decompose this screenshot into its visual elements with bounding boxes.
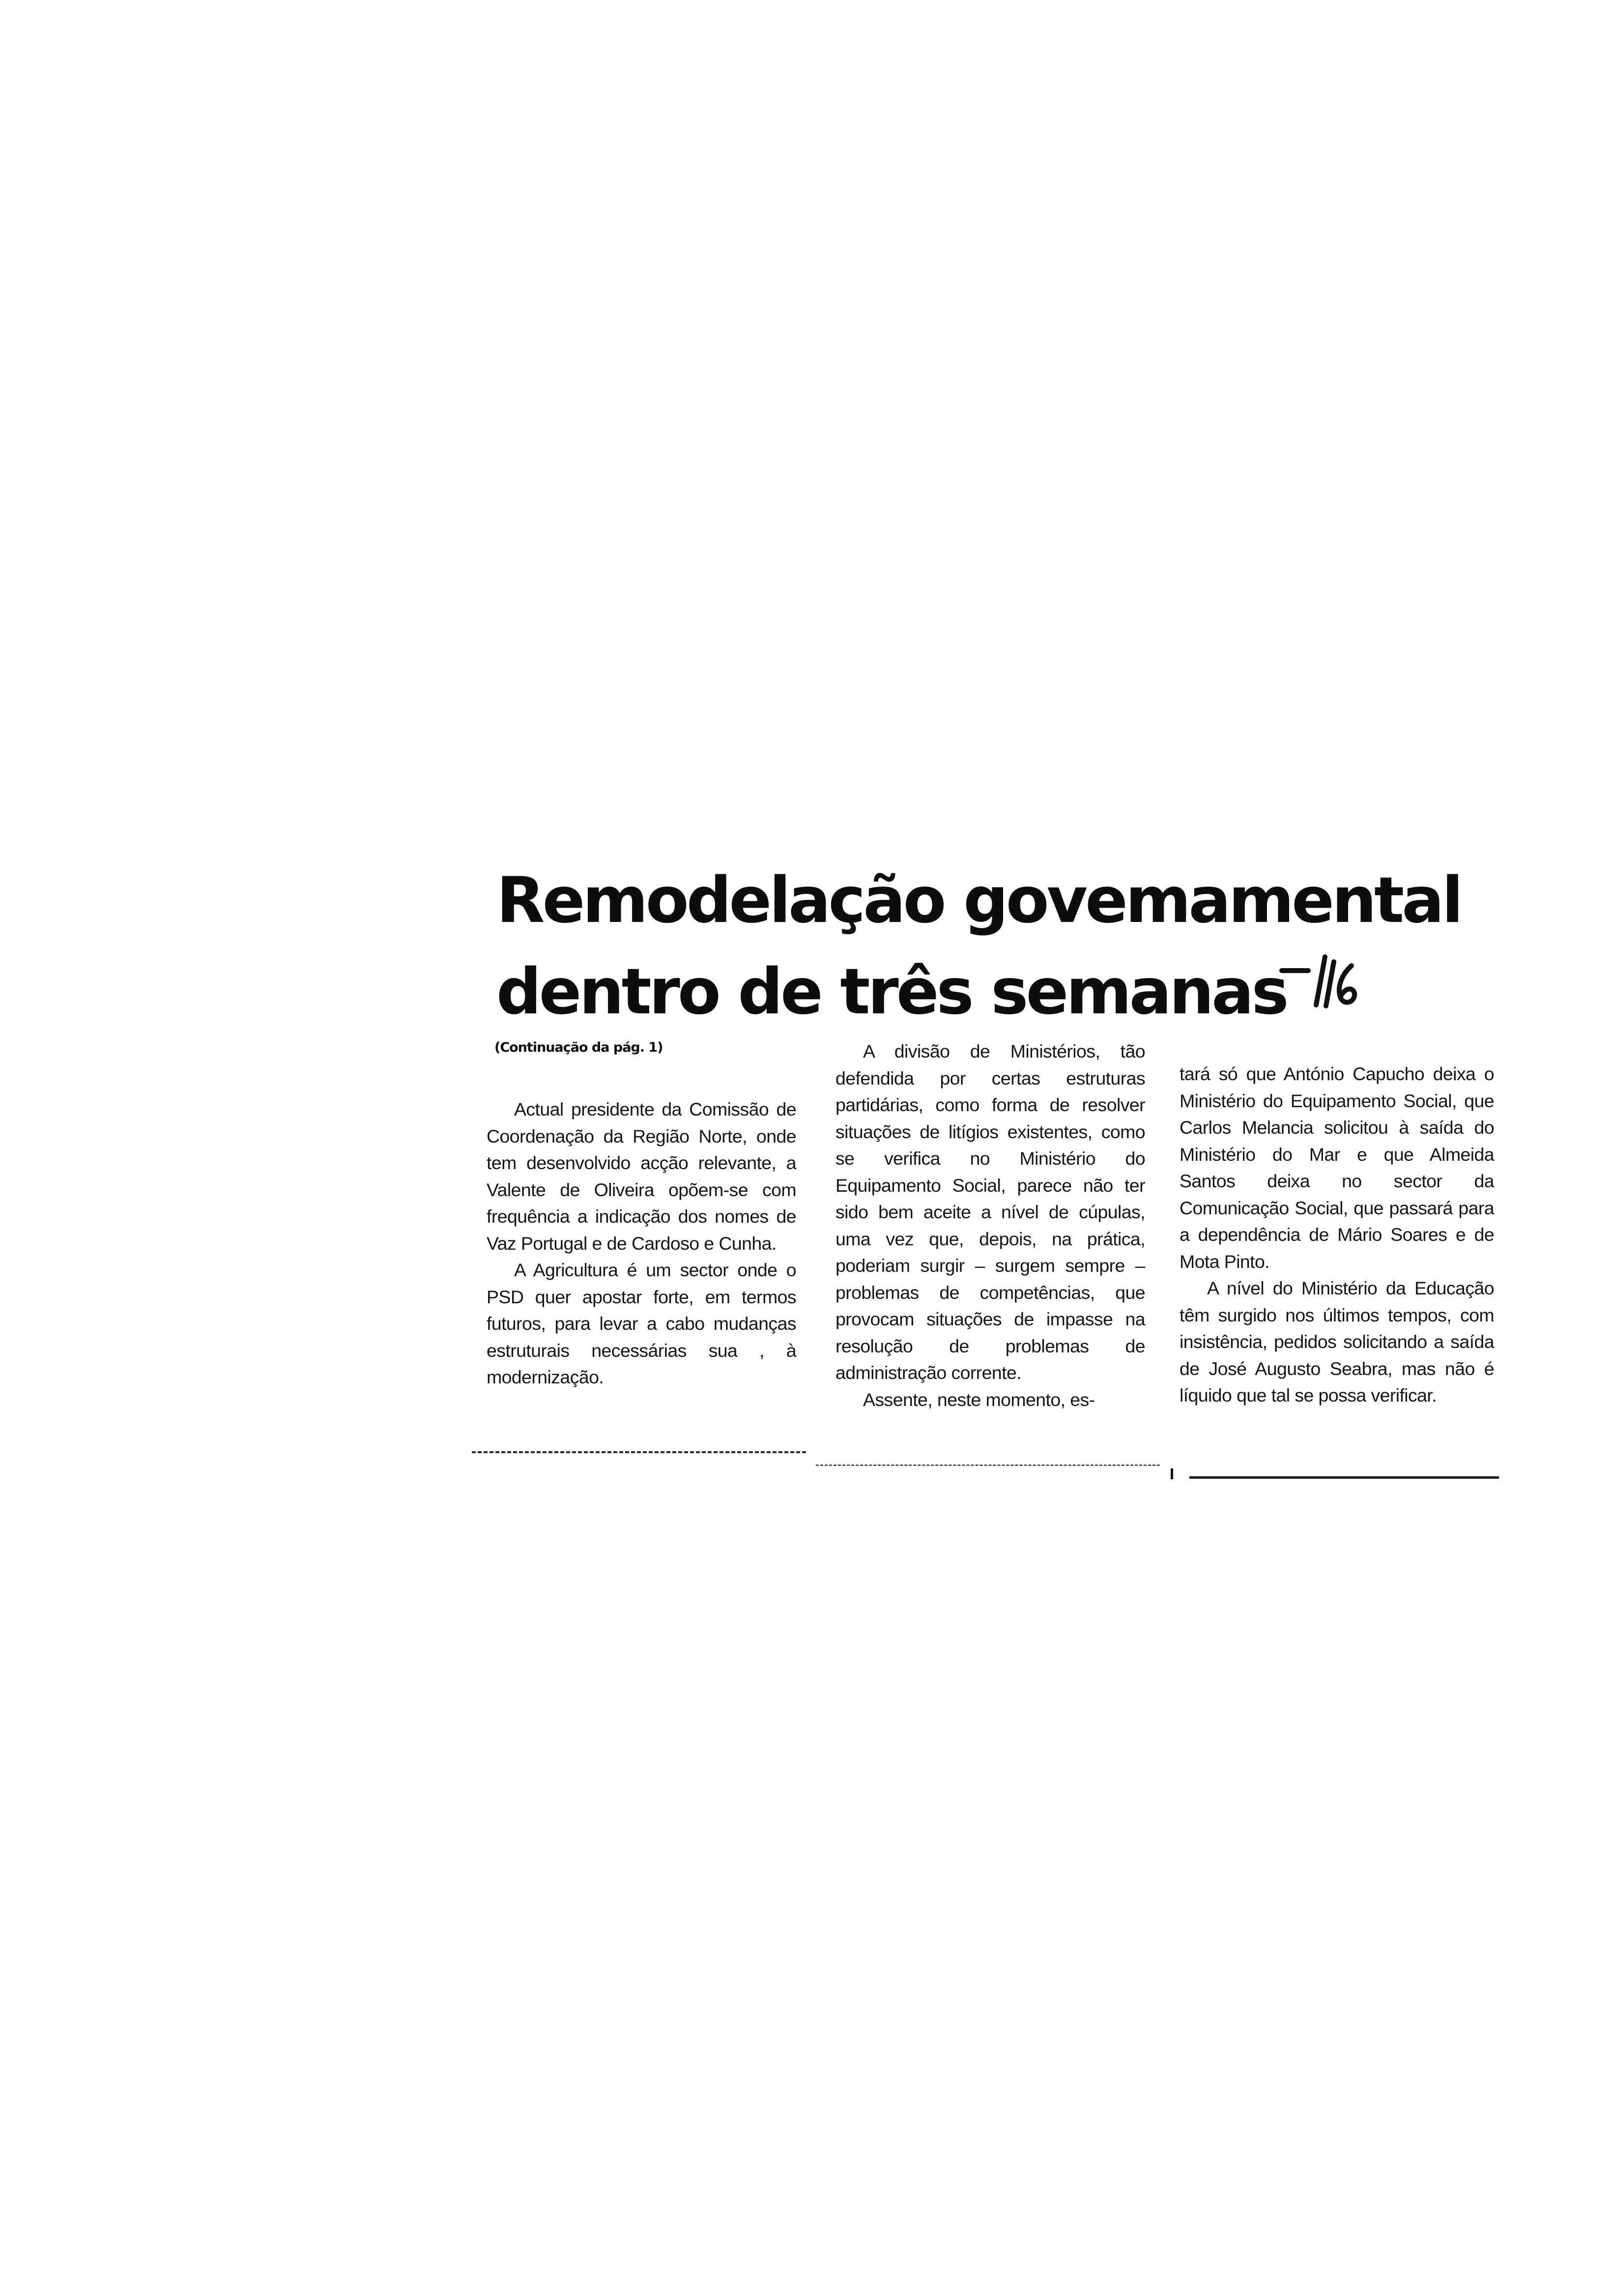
article-column-2	[835, 1038, 1145, 1413]
paragraph: A Agricultura é um sector onde o PSD quer apostar forte, em termos futuros, para levar a cabo mudanças estruturais necessárias sua , à modernização.	[487, 1260, 796, 1387]
headline-line-1: Remodelação govemamental	[496, 864, 1461, 937]
headline-line-2: dentro de três semanas	[496, 955, 1287, 1029]
continuation-note: (Continuação da pág. 1)	[494, 1040, 663, 1055]
handwritten-annotation	[1278, 951, 1361, 1010]
newspaper-clipping	[472, 826, 1533, 1494]
headline	[496, 855, 1461, 1038]
article-column-1	[487, 1096, 796, 1391]
paragraph: A divisão de Ministérios, tão defendida por certas estruturas partidárias, como forma de resolver situações de litígios existentes, como se verifica no Ministério do Equipamento Social, parece não ter sido bem aceite a nível de cúpulas, uma vez que, depois, na prática, poderiam surgir – surgem sempre – problemas de competências, que provocam situações de impasse na resolução de problemas de administração corrente.	[835, 1041, 1145, 1383]
article-column-3	[1180, 1061, 1494, 1409]
paragraph: Assente, neste momento, es-	[863, 1389, 1095, 1410]
column-rule	[472, 1451, 806, 1453]
paragraph: Actual presidente da Comissão de Coordenação da Região Norte, onde tem desenvolvido acção relevante, a Valente de Oliveira opõem-se com frequência a indicação dos nomes de Vaz Portugal e de Cardoso e Cunha.	[487, 1099, 796, 1254]
column-rule	[816, 1464, 1160, 1466]
column-divider-mark	[1171, 1468, 1173, 1479]
column-rule	[1189, 1476, 1499, 1479]
paragraph: tará só que António Capucho deixa o Ministério do Equipamento Social, que Carlos Melancia solicitou à saída do Ministério do Mar e que Almeida Santos deixa no sector da Comunicação Social, que passará para a dependência de Mário Soares e de Mota Pinto.	[1180, 1063, 1494, 1272]
paragraph: A nível do Ministério da Educação têm surgido nos últimos tempos, com insistência, pedidos solicitando a saída de José Augusto Seabra, mas não é líquido que tal se possa verificar.	[1180, 1278, 1494, 1406]
